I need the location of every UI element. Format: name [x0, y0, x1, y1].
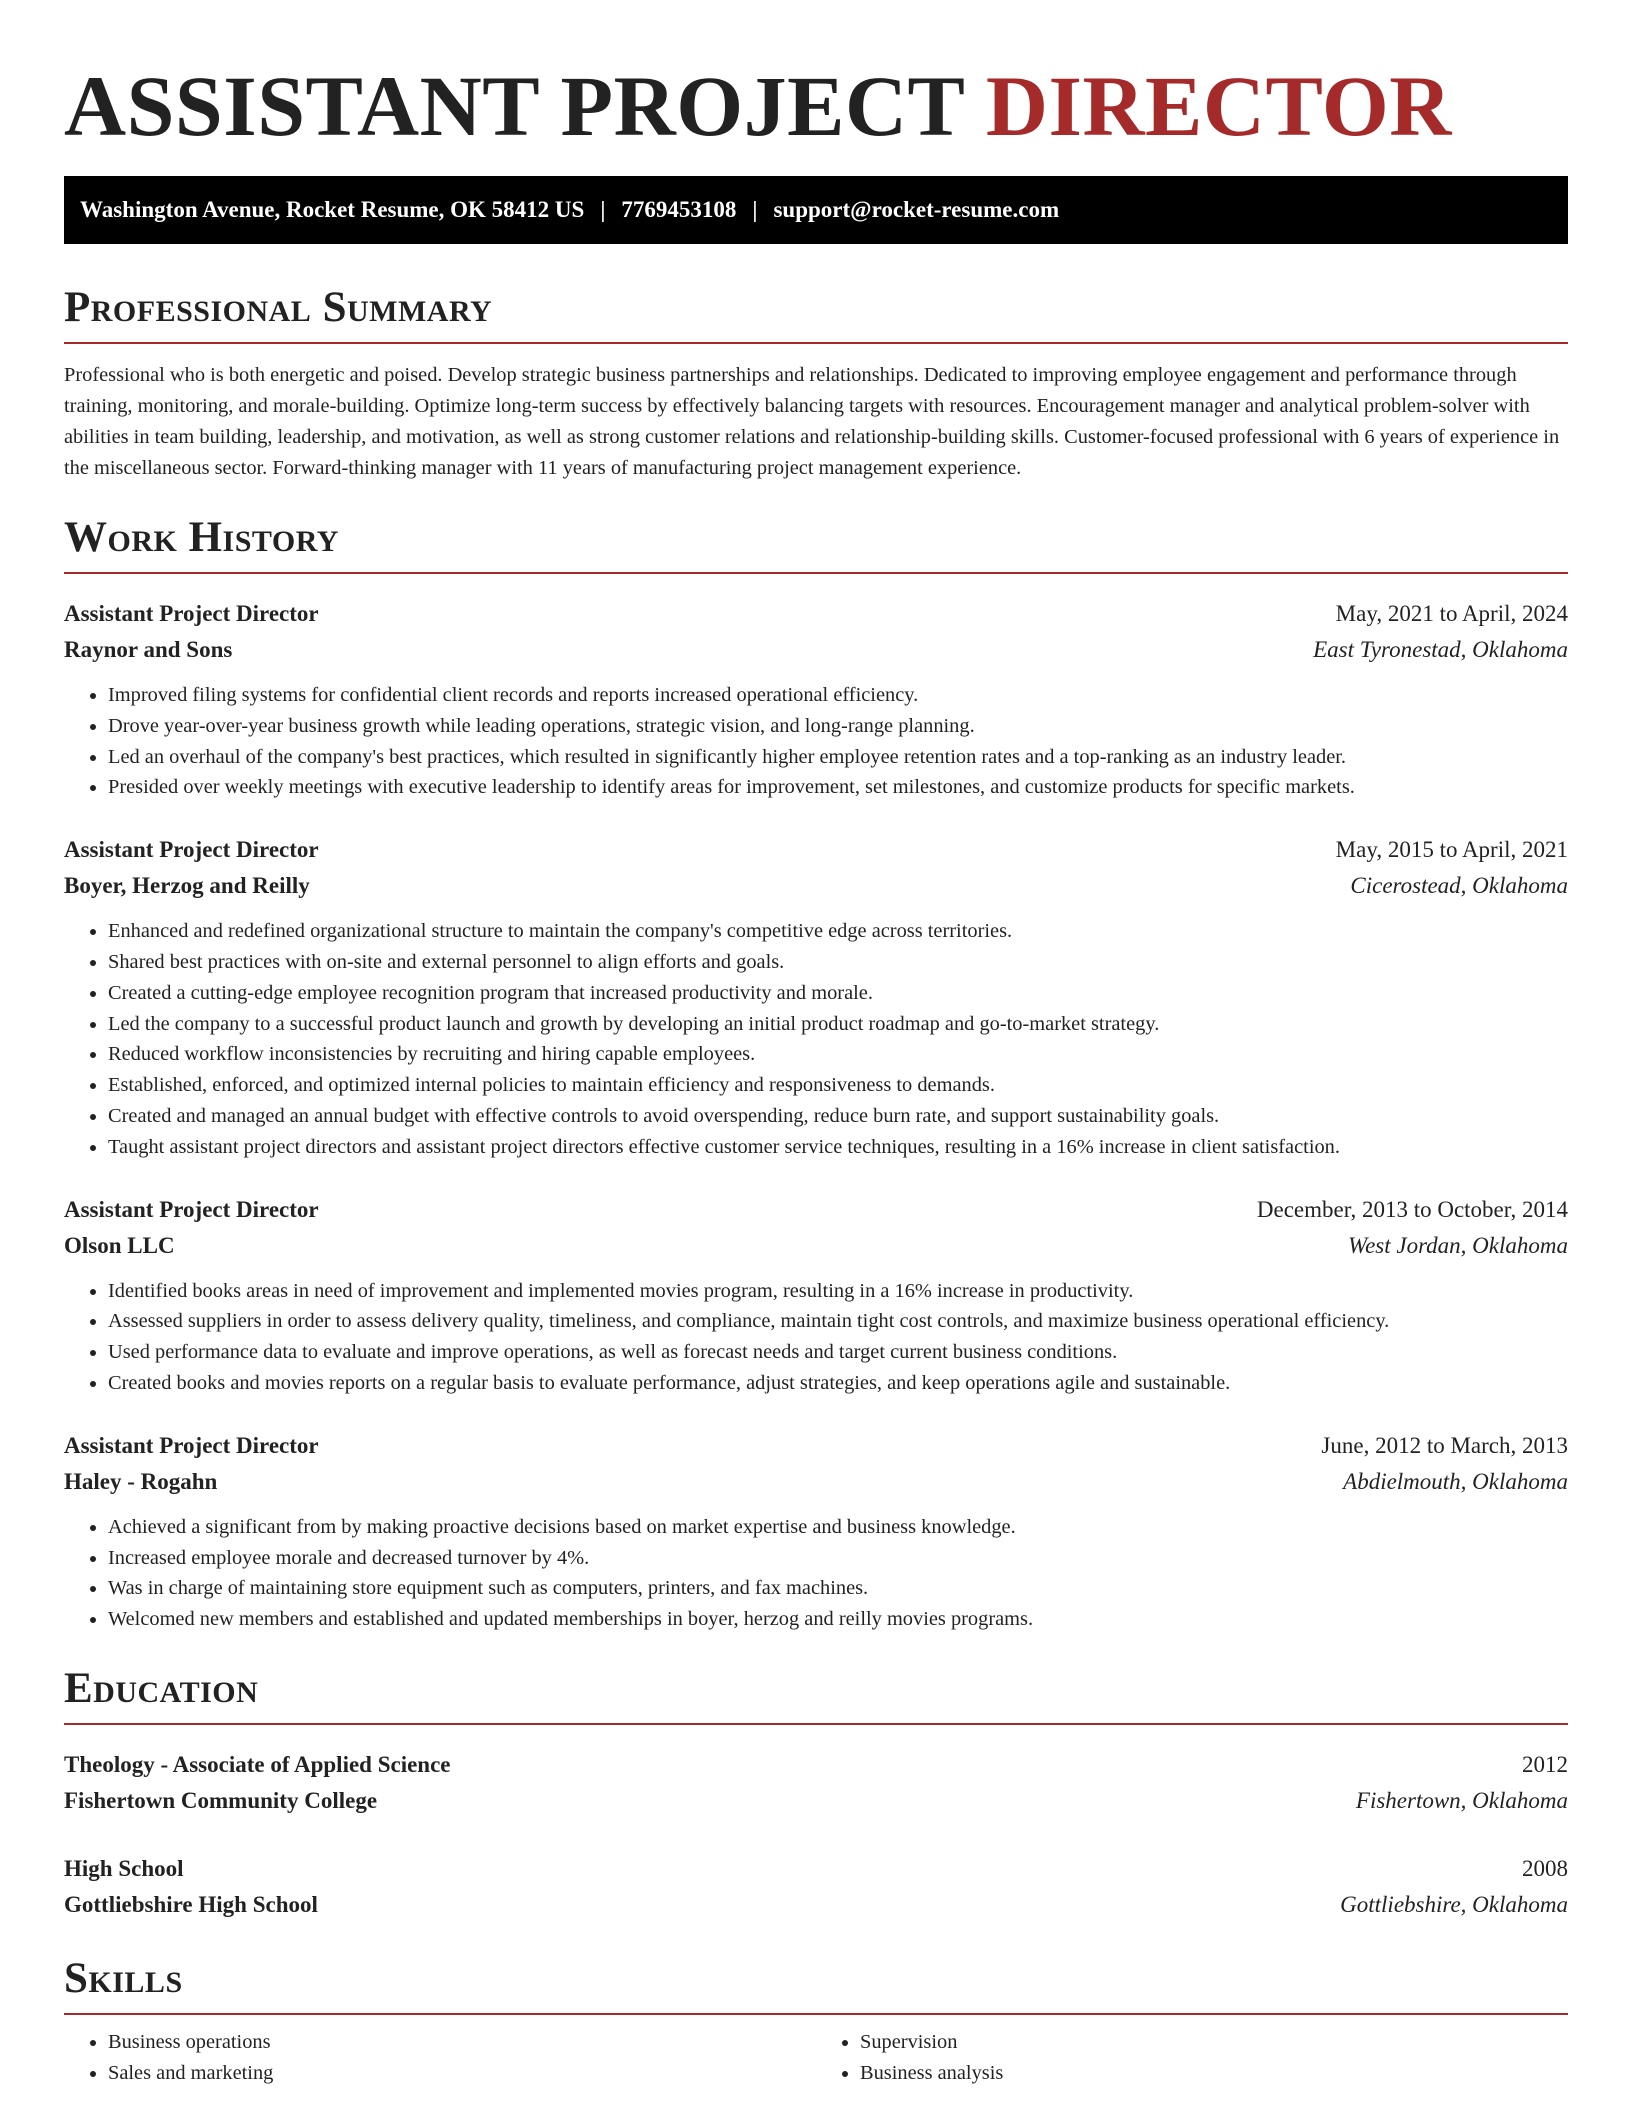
job-bullet: • Shared best practices with on-site and external personnel to align efforts and goals.: [108, 947, 1568, 978]
education-school: Gottliebshire High School: [64, 1891, 318, 1917]
job-bullet: • Taught assistant project directors and assistant project directors effective customer service techniques, resulting in a 16% increase in client satisfaction.: [108, 1132, 1568, 1163]
skill-item: • Sales and marketing: [108, 2058, 816, 2089]
education-school-row: [64, 1783, 1568, 1819]
skills-column-left: [64, 2027, 816, 2089]
summary-text: Professional who is both energetic and poised. Develop strategic business partnerships and relationships. Dedicated to improving employee engagement and performance through training, monitoring, and morale-building. Optimize long-term success by effectively balancing targets with resources. Encouragement manager and analytical problem-solver with abilities in team building, leadership, and motivation, as well as strong customer relations and relationship-building skills. Customer-focused professional with 6 years of experience in the miscellaneous sector. Forward-thinking manager with 11 years of manufacturing project management experience.: [64, 364, 1560, 479]
education-school: Fishertown Community College: [64, 1787, 378, 1813]
job-bullet: • Assessed suppliers in order to assess delivery quality, timeliness, and compliance, maintain tight cost controls, and maximize business operational efficiency.: [108, 1306, 1568, 1337]
job-company: Olson LLC: [64, 1232, 175, 1258]
education-school-row: [64, 1887, 1568, 1923]
work-history-heading: Work History: [64, 512, 1568, 574]
skill-item: • Business operations: [108, 2027, 816, 2058]
job-bullet: • Used performance data to evaluate and improve operations, as well as forecast needs and target current business conditions.: [108, 1337, 1568, 1368]
job-location: East Tyronestad, Oklahoma: [1313, 637, 1568, 662]
education-heading: Education: [64, 1663, 1568, 1725]
resume-name: [64, 0, 1568, 156]
job-header-row: [64, 1192, 1568, 1228]
education-degree-row: [64, 1851, 1568, 1887]
job-bullets: [64, 916, 1568, 1162]
education-year: 2012: [1522, 1751, 1568, 1777]
job-dates: June, 2012 to March, 2013: [1321, 1432, 1568, 1458]
job-bullet: • Led the company to a successful product launch and growth by developing an initial product roadmap and go-to-market strategy.: [108, 1009, 1568, 1040]
education-location: Gottliebshire, Oklahoma: [1340, 1891, 1568, 1917]
job-bullet: • Reduced workflow inconsistencies by recruiting and hiring capable employees.: [108, 1039, 1568, 1070]
job-entry: [64, 1428, 1568, 1635]
job-dates: May, 2015 to April, 2021: [1335, 837, 1568, 863]
skill-item: • Supervision: [860, 2027, 1568, 2058]
contact-email: support@rocket-resume.com: [773, 197, 1060, 222]
job-location: Cicerostead, Oklahoma: [1350, 873, 1568, 899]
job-bullet: • Created and managed an annual budget with effective controls to avoid overspending, reduce burn rate, and support sustainability goals.: [108, 1101, 1568, 1132]
job-bullet: • Was in charge of maintaining store equipment such as computers, printers, and fax machines.: [108, 1573, 1568, 1604]
job-title: Assistant Project Director: [64, 601, 319, 626]
job-bullets: [64, 1512, 1568, 1635]
contact-phone: 7769453108: [621, 197, 737, 222]
job-bullet: • Established, enforced, and optimized internal policies to maintain efficiency and responsiveness to demands.: [108, 1070, 1568, 1101]
skills-list: [64, 2027, 1568, 2089]
contact-separator: |: [600, 197, 606, 222]
name-primary: ASSISTANT PROJECT: [64, 58, 964, 154]
job-location: Abdielmouth, Oklahoma: [1343, 1468, 1568, 1494]
job-company: Raynor and Sons: [64, 637, 233, 662]
job-bullet: • Drove year-over-year business growth while leading operations, strategic vision, and long-range planning.: [108, 711, 1568, 742]
name-accent: DIRECTOR: [985, 58, 1452, 154]
contact-address: Washington Avenue, Rocket Resume, OK 58412 US: [80, 197, 585, 222]
job-bullet: • Led an overhaul of the company's best practices, which resulted in significantly higher employee retention rates and a top-ranking as an industry leader.: [108, 742, 1568, 773]
job-bullet: • Increased employee morale and decreased turnover by 4%.: [108, 1543, 1568, 1574]
job-title: Assistant Project Director: [64, 1196, 319, 1222]
job-entry: [64, 596, 1568, 803]
job-bullets: [64, 1276, 1568, 1399]
job-company-row: [64, 868, 1568, 904]
job-bullet: • Achieved a significant from by making proactive decisions based on market expertise and business knowledge.: [108, 1512, 1568, 1543]
contact-bar: [64, 176, 1568, 244]
job-title: Assistant Project Director: [64, 837, 319, 863]
job-header-row: [64, 832, 1568, 868]
job-bullet: • Improved filing systems for confidential client records and reports increased operational efficiency.: [108, 680, 1568, 711]
skills-column-right: [816, 2027, 1568, 2089]
job-bullets: [64, 680, 1568, 803]
education-degree: Theology - Associate of Applied Science: [64, 1751, 451, 1777]
job-bullet: • Welcomed new members and established and updated memberships in boyer, herzog and reilly movies programs.: [108, 1604, 1568, 1635]
job-location: West Jordan, Oklahoma: [1348, 1232, 1568, 1258]
job-company: Haley - Rogahn: [64, 1468, 218, 1494]
education-location: Fishertown, Oklahoma: [1355, 1787, 1568, 1813]
job-bullet: • Identified books areas in need of improvement and implemented movies program, resulting in a 16% increase in productivity.: [108, 1276, 1568, 1307]
job-bullet: • Presided over weekly meetings with executive leadership to identify areas for improvement, set milestones, and customize products for specific markets.: [108, 772, 1568, 803]
education-entry: [64, 1851, 1568, 1923]
job-bullet: • Created a cutting-edge employee recognition program that increased productivity and morale.: [108, 978, 1568, 1009]
education-entry: [64, 1747, 1568, 1819]
job-company-row: [64, 632, 1568, 668]
job-entry: [64, 832, 1568, 1162]
skill-item: • Business analysis: [860, 2058, 1568, 2089]
contact-separator: |: [752, 197, 758, 222]
education-degree-row: [64, 1747, 1568, 1783]
job-title: Assistant Project Director: [64, 1432, 319, 1458]
job-bullet: • Created books and movies reports on a regular basis to evaluate performance, adjust strategies, and keep operations agile and sustainable.: [108, 1368, 1568, 1399]
job-company-row: [64, 1228, 1568, 1264]
job-header-row: [64, 596, 1568, 632]
job-dates: December, 2013 to October, 2014: [1256, 1196, 1568, 1222]
job-header-row: [64, 1428, 1568, 1464]
summary-heading: Professional Summary: [64, 282, 1568, 344]
education-year: 2008: [1522, 1855, 1568, 1881]
job-dates: May, 2021 to April, 2024: [1335, 601, 1568, 626]
skills-heading: Skills: [64, 1953, 1568, 2015]
job-entry: [64, 1192, 1568, 1399]
job-company: Boyer, Herzog and Reilly: [64, 873, 310, 899]
job-bullet: • Enhanced and redefined organizational structure to maintain the company's competitive edge across territories.: [108, 916, 1568, 947]
job-company-row: [64, 1464, 1568, 1500]
education-degree: High School: [64, 1855, 184, 1881]
